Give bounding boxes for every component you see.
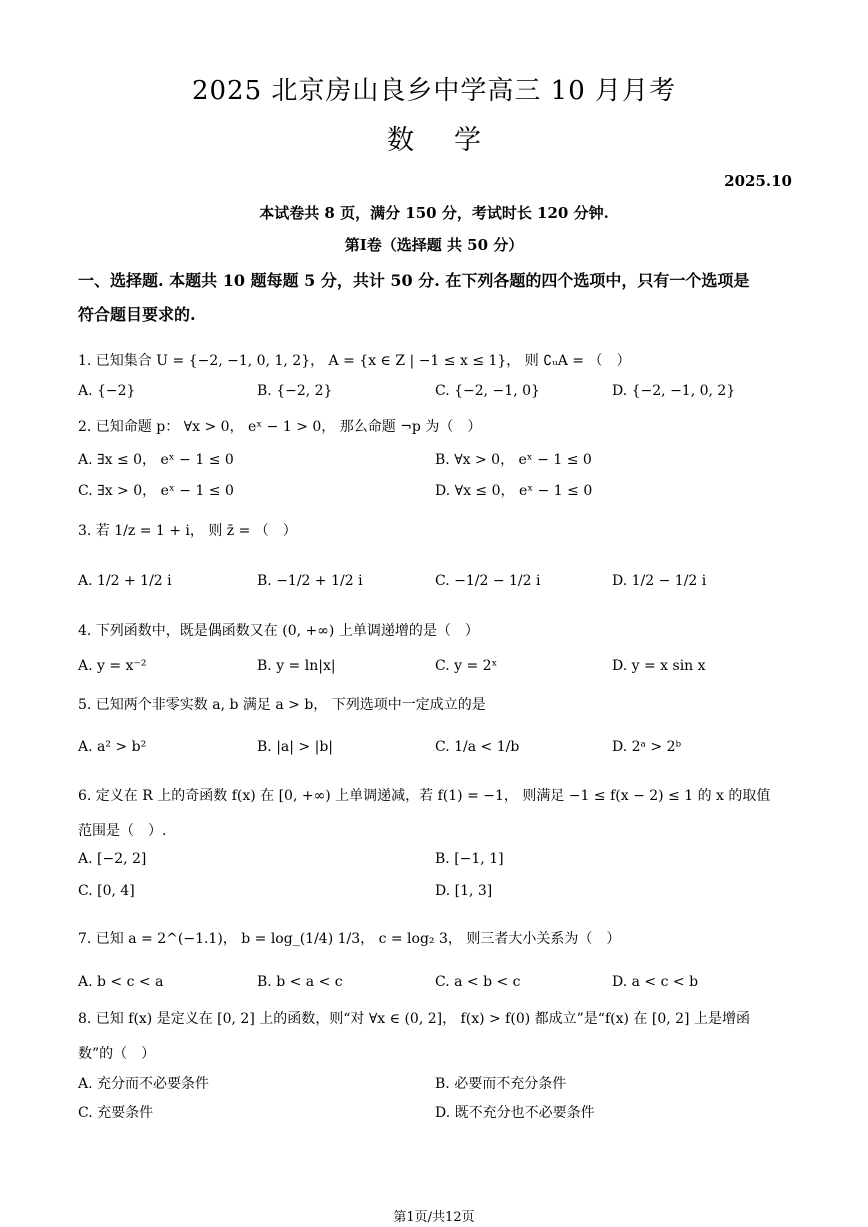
question-6-stem: 6. 定义在 R 上的奇函数 f(x) 在 [0, +∞) 上单调递减，若 f(1) = −1， 则满足 −1 ≤ f(x − 2) ≤ 1 的 x 的取值 (78, 788, 771, 804)
q7-option-b: B. b < a < c (257, 974, 343, 990)
q5-option-d: D. 2ᵃ > 2ᵇ (612, 739, 682, 755)
q6-option-a: A. [−2, 2] (78, 851, 147, 867)
q3-option-c: C. −1/2 − 1/2 i (435, 573, 541, 589)
exam-title: 2025 北京房山良乡中学高三 10 月月考 (191, 76, 677, 106)
exam-info: 本试卷共 8 页，满分 150 分，考试时长 120 分钟. (259, 204, 609, 222)
q6-option-b: B. [−1, 1] (435, 851, 504, 867)
q4-option-d: D. y = x sin x (612, 658, 706, 674)
question-8-stem-cont: 数”的（ ） (78, 1046, 156, 1062)
q3-option-b: B. −1/2 + 1/2 i (257, 573, 363, 589)
question-3-stem: 3. 若 1/z = 1 + i， 则 z̄ = （ ） (78, 523, 297, 539)
subject-title: 数学 (387, 125, 521, 156)
q2-option-d: D. ∀x ≤ 0， eˣ − 1 ≤ 0 (435, 483, 593, 499)
q1-option-a: A. {−2} (78, 383, 136, 399)
q2-option-c: C. ∃x > 0， eˣ − 1 ≤ 0 (78, 483, 234, 499)
q8-option-b: B. 必要而不充分条件 (435, 1076, 567, 1092)
question-4-stem: 4. 下列函数中，既是偶函数又在 (0, +∞) 上单调递增的是（ ） (78, 623, 479, 639)
q3-option-d: D. 1/2 − 1/2 i (612, 573, 707, 589)
q4-option-a: A. y = x⁻² (78, 658, 147, 674)
page-footer: 第1页/共12页 (393, 1210, 475, 1225)
q6-option-d: D. [1, 3] (435, 883, 493, 899)
question-1-stem: 1. 已知集合 U = {−2, −1, 0, 1, 2}， A = {x ∈ Z | −1 ≤ x ≤ 1}， 则 ∁ᵤA = （ ） (78, 353, 631, 369)
question-5-stem: 5. 已知两个非零实数 a, b 满足 a > b， 下列选项中一定成立的是 (78, 697, 486, 713)
q1-option-d: D. {−2, −1, 0, 2} (612, 383, 736, 399)
q6-option-c: C. [0, 4] (78, 883, 135, 899)
q7-option-d: D. a < c < b (612, 974, 699, 990)
q5-option-a: A. a² > b² (78, 739, 147, 755)
q1-option-c: C. {−2, −1, 0} (435, 383, 540, 399)
q5-option-b: B. |a| > |b| (257, 739, 333, 755)
q7-option-c: C. a < b < c (435, 974, 521, 990)
q2-option-b: B. ∀x > 0， eˣ − 1 ≤ 0 (435, 452, 592, 468)
question-2-stem: 2. 已知命题 p： ∀x > 0， eˣ − 1 > 0， 那么命题 ¬p 为（ ） (78, 419, 482, 435)
question-8-stem: 8. 已知 f(x) 是定义在 [0, 2] 上的函数，则“对 ∀x ∈ (0, 2]， f(x) > f(0) 都成立”是“f(x) 在 [0, 2] 上是增函 (78, 1011, 750, 1027)
q2-option-a: A. ∃x ≤ 0， eˣ − 1 ≤ 0 (78, 452, 234, 468)
q1-option-b: B. {−2, 2} (257, 383, 333, 399)
q7-option-a: A. b < c < a (78, 974, 164, 990)
q4-option-b: B. y = ln|x| (257, 658, 336, 674)
section-heading-line1: 一、选择题. 本题共 10 题每题 5 分，共计 50 分. 在下列各题的四个选项中，只有一个选项是 (78, 271, 750, 290)
q8-option-a: A. 充分而不必要条件 (78, 1076, 210, 1092)
q8-option-d: D. 既不充分也不必要条件 (435, 1105, 595, 1121)
part-heading: 第Ⅰ卷（选择题 共 50 分） (344, 236, 524, 254)
q3-option-a: A. 1/2 + 1/2 i (78, 573, 172, 589)
q4-option-c: C. y = 2ˣ (435, 658, 498, 674)
question-6-stem-cont: 范围是（ ）. (78, 823, 167, 839)
q8-option-c: C. 充要条件 (78, 1105, 154, 1121)
section-heading-line2: 符合题目要求的. (78, 305, 196, 324)
q5-option-c: C. 1/a < 1/b (435, 739, 520, 755)
question-7-stem: 7. 已知 a = 2^(−1.1)， b = log_(1/4) 1/3， c = log₂ 3， 则三者大小关系为（ ） (78, 931, 621, 947)
exam-date: 2025.10 (724, 172, 792, 190)
